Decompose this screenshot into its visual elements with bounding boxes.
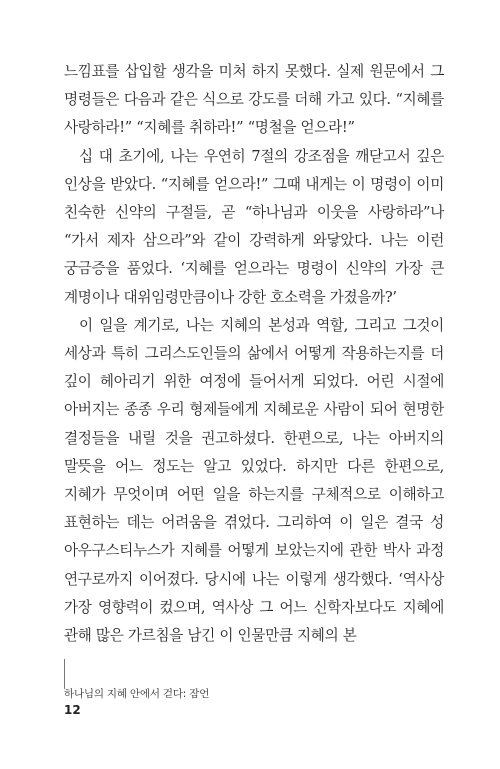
paragraph: 십 대 초기에, 나는 우연히 7절의 강조점을 깨닫고서 깊은 인상을 받았다. “지혜를 얻으라!” 그때 내게는 이 명령이 이미 친숙한 신약의 구절들, 곧 “하나님과 이웃을 사랑하라”나 “가서 제자 삼으라”와 같이 강력하게 와닿았다. 나는 이런 궁금증을 품었다. ‘지혜를 얻으라는 명령이 신약의 가장 큰 계명이나 대위임령만큼이나 강한 호소력을 가졌을까?’ [64, 147, 444, 306]
paragraph: 이 일을 계기로, 나는 지혜의 본성과 역할, 그리고 그것이 세상과 특히 그리스도인들의 삶에서 어떻게 작용하는지를 더 깊이 헤아리기 위한 여정에 들어서게 되었다. 어린 시절에 아버지는 종종 우리 형제들에게 지혜로운 사람이 되어 현명한 결정들을 내릴 것을 권고하셨다. 한편으로, 나는 아버지의 말뜻을 어느 정도는 알고 있었다. 하지만 다른 한편으로, 지혜가 무엇이며 어떤 일을 하는지를 구체적으로 이해하고 표현하는 데는 어려움을 겪었다. 그리하여 이 일은 결국 성 아우구스티누스가 지혜를 어떻게 보았는지에 관한 박사 과정 연구로까지 이어졌다. 당시에 나는 이렇게 생각했다. ‘역사상 가장 영향력이 컸으며, 역사상 그 어느 신학자보다도 지혜에 관해 많은 가르침을 남긴 이 인물만큼 지혜의 본 [64, 316, 444, 645]
running-footer-title: 하나님의 지혜 안에서 걷다: 잠언 [64, 688, 210, 700]
body-text [64, 58, 444, 650]
footer-divider [64, 659, 65, 689]
paragraph-continued: 느낌표를 삽입할 생각을 미처 하지 못했다. 실제 원문에서 그 명령들은 다음과 같은 식으로 강도를 더해 가고 있다. “지혜를 사랑하라!” “지혜를 취하라!” “명철을 얻으라!” [64, 63, 444, 137]
page-number: 12 [64, 703, 81, 717]
